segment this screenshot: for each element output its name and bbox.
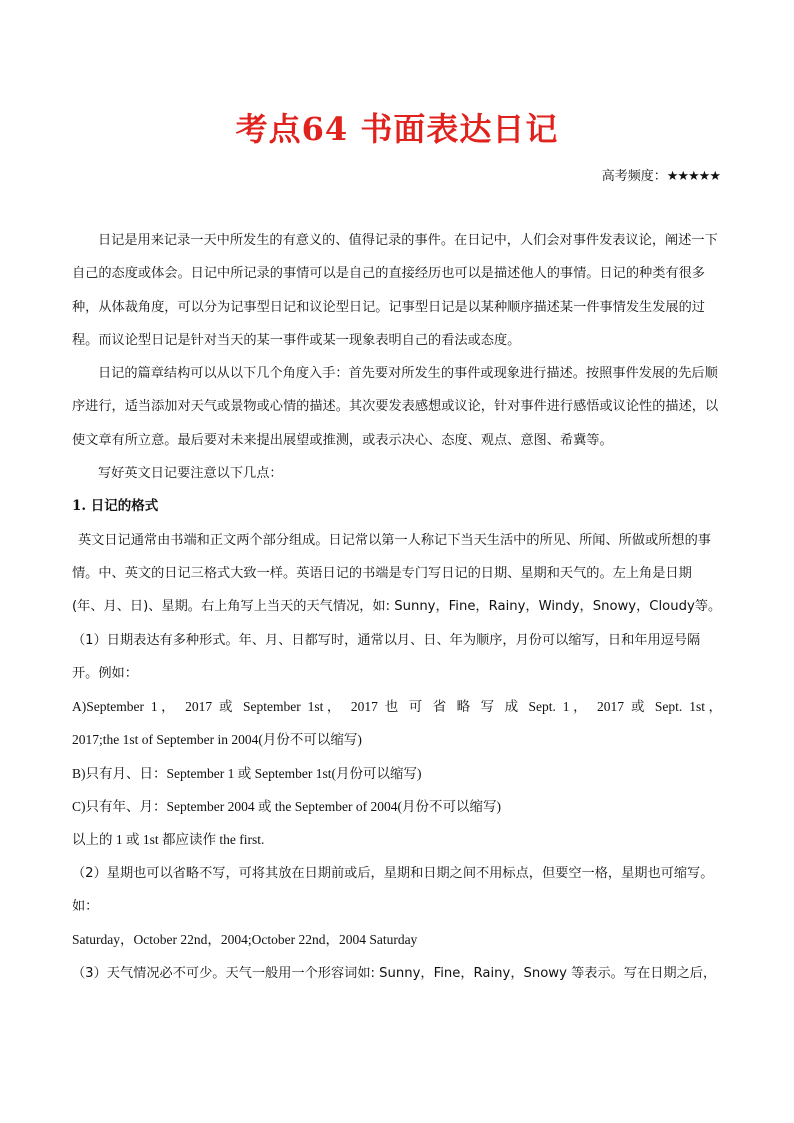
date-example-c: C)只有年、月：September 2004 或 the September of 2004(月份不可以缩写)	[72, 799, 501, 815]
structure-paragraph: 日记的篇章结构可以从以下几个角度入手：首先要对所发生的事件或现象进行描述。按照事件发展的先后顺序进行，适当添加对天气或景物或心情的描述。其次要发表感想或议论，针对事件进行感悟或议论性的描述，以使文章有所立意。最后要对未来提出展望或推测，或表示决心、态度、观点、意图、希冀等。	[72, 366, 719, 448]
document-body	[72, 224, 722, 990]
page-title: 考点64 书面表达日记	[235, 110, 559, 148]
date-example-a-line1: A)September 1， 2017 或 September 1st， 2017 也 可 省 略 写 成 Sept. 1， 2017 或 Sept. 1st，	[72, 699, 722, 715]
date-format-paragraph: （1）日期表达有多种形式。年、月、日都写时，通常以月、日、年为顺序，月份可以缩写，日和年用逗号隔开。例如：	[72, 632, 701, 681]
frequency-rating	[602, 165, 720, 184]
weekday-example: Saturday，October 22nd，2004;October 22nd，2004 Saturday	[72, 932, 418, 948]
date-example-b: B)只有月、日：September 1 或 September 1st(月份可以缩写)	[72, 765, 422, 781]
date-example-a-line2: 2017;the 1st of September in 2004(月份不可以缩写)	[72, 732, 362, 748]
star-rating-icon: ★★★★★	[666, 169, 720, 184]
weekday-paragraph: （2）星期也可以省略不写，可将其放在日期前或后，星期和日期之间不用标点，但要空一格，星期也可缩写。如：	[72, 865, 714, 914]
date-reading-note: 以上的 1 或 1st 都应读作 the first.	[72, 832, 265, 848]
frequency-label: 高考频度：	[601, 169, 667, 184]
section-heading-format: 1. 日记的格式	[72, 498, 159, 515]
format-paragraph: 英文日记通常由书端和正文两个部分组成。日记常以第一人称记下当天生活中的所见、所闻、所做或所想的事情。中、英文的日记三格式大致一样。英语日记的书端是专门写日记的日期、星期和天气的。左上角是日期(年、月、日)、星期。右上角写上当天的天气情况，如: Sunny，Fine，Rainy，Windy，Snowy，Cloudy等。	[72, 532, 722, 615]
weather-paragraph: （3）天气情况必不可少。天气一般用一个形容词如: Sunny，Fine，Rainy，Snowy 等表示。写在日期之后，	[72, 965, 717, 981]
tips-intro-paragraph: 写好英文日记要注意以下几点：	[98, 466, 283, 482]
intro-paragraph: 日记是用来记录一天中所发生的有意义的、值得记录的事件。在日记中，人们会对事件发表议论，阐述一下自己的态度或体会。日记中所记录的事情可以是自己的直接经历也可以是描述他人的事情。日记的种类有很多种，从体裁角度，可以分为记事型日记和议论型日记。记事型日记是以某种顺序描述某一件事情发生发展的过程。而议论型日记是针对当天的某一事件或某一现象表明自己的看法或态度。	[72, 233, 718, 348]
